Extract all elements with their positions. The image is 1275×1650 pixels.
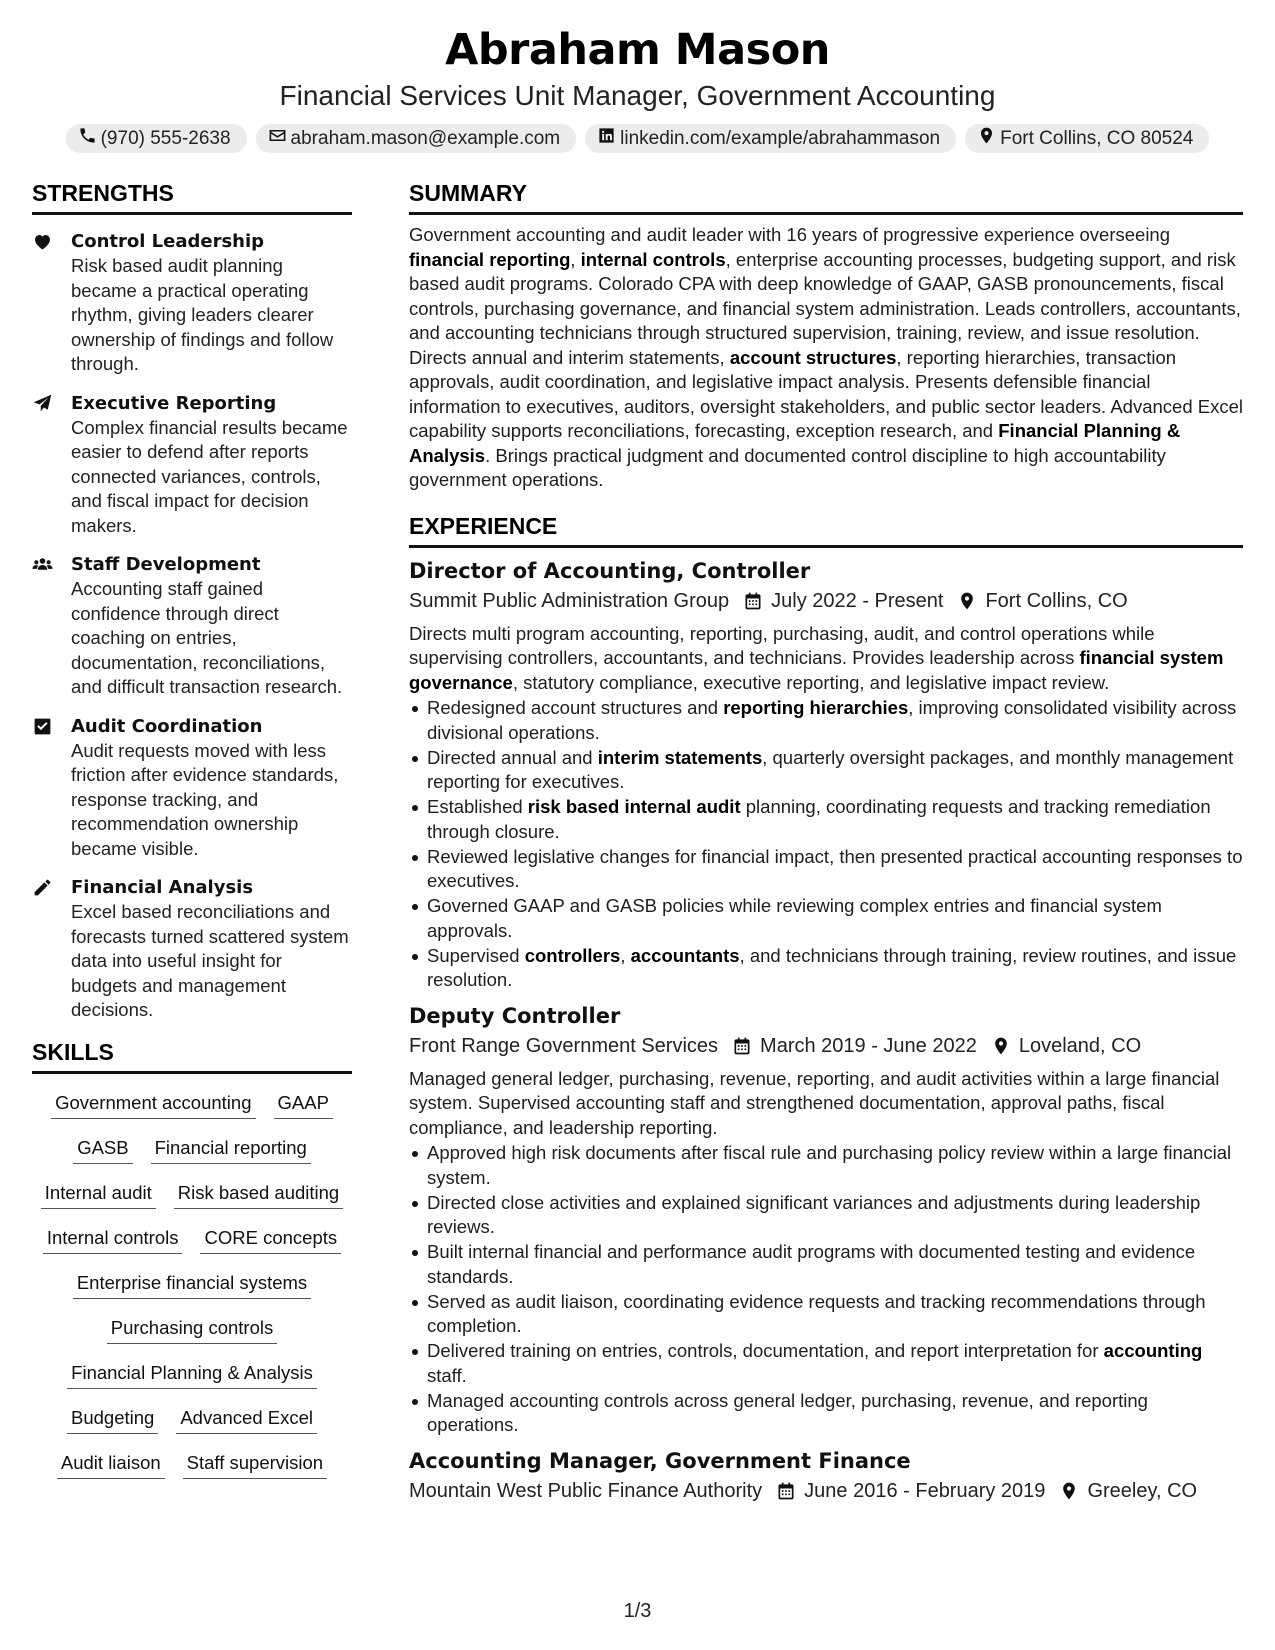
job-meta xyxy=(409,1031,1243,1061)
pencil-icon xyxy=(32,877,53,898)
text-run: , reporting hierarchies, transaction approvals, audit coordination, and legislative impact analysis. Presents defensible financial information to executives, auditors, oversight stakeholders, and public sector leaders. Advanced Excel capability supports reconciliations, forecasting, exception research, and xyxy=(409,346,1243,441)
envelope-icon xyxy=(268,126,287,151)
skill-tag: Internal audit xyxy=(41,1180,156,1209)
calendar-icon xyxy=(743,591,763,611)
skill-tag: GAAP xyxy=(274,1090,333,1119)
location-pin-icon xyxy=(957,591,977,611)
bullet-item xyxy=(409,1240,1243,1289)
contact-email[interactable] xyxy=(256,124,577,153)
text-run: , and technicians through training, review routines, and issue resolution. xyxy=(427,944,1237,990)
strength-item xyxy=(32,391,352,539)
candidate-name: Abraham Mason xyxy=(445,25,830,75)
bold-phrase: risk based internal audit xyxy=(527,796,741,817)
bullet-item xyxy=(409,845,1243,894)
strengths-section xyxy=(32,178,352,1023)
skill-tag: Staff supervision xyxy=(183,1450,327,1479)
job-description xyxy=(409,622,1243,696)
bold-phrase: accountants xyxy=(630,944,740,966)
text-run: Redesigned account structures and xyxy=(427,697,724,718)
bullet-item xyxy=(409,1339,1243,1388)
bold-phrase: financial system governance xyxy=(409,647,1224,693)
contact-phone[interactable] xyxy=(66,124,247,153)
text-run: Built internal financial and performance audit programs with documented testing and evidence standards. xyxy=(427,1241,1196,1287)
skill-tag: Internal controls xyxy=(43,1225,183,1254)
resume-header xyxy=(0,0,1275,153)
summary-section xyxy=(409,178,1243,493)
job-company: Front Range Government Services xyxy=(409,1034,719,1057)
contact-phone-text: (970) 555-2638 xyxy=(100,127,231,149)
calendar-icon xyxy=(732,1036,752,1056)
job-title: Deputy Controller xyxy=(409,1003,621,1028)
strength-item xyxy=(32,875,352,1023)
experience-heading: EXPERIENCE xyxy=(409,511,1243,548)
paper-plane-icon xyxy=(32,393,53,414)
strength-desc: Complex financial results became easier to defend after reports connected variances, controls, and fiscal impact for decision makers. xyxy=(71,416,348,536)
skill-tag: Government accounting xyxy=(51,1090,255,1119)
contact-location-text: Fort Collins, CO 80524 xyxy=(1000,127,1194,149)
strength-desc: Risk based audit planning became a practical operating rhythm, giving leaders clearer ownership of findings and follow through. xyxy=(71,255,334,374)
job-list xyxy=(409,556,1243,1506)
bullet-item xyxy=(409,1389,1243,1438)
location-pin-icon xyxy=(991,1036,1011,1056)
strength-item xyxy=(32,714,352,862)
strength-desc: Excel based reconciliations and forecasts turned scattered system data into useful insight for budgets and management decisions. xyxy=(71,901,349,1020)
text-run: Managed accounting controls across general ledger, purchasing, revenue, and reporting operations. xyxy=(427,1389,1148,1435)
skills-heading: SKILLS xyxy=(32,1037,352,1074)
experience-section xyxy=(409,511,1243,1506)
strengths-heading: STRENGTHS xyxy=(32,178,352,215)
strength-title: Executive Reporting xyxy=(71,392,277,414)
contact-linkedin-text: linkedin.com/example/abrahammason xyxy=(620,127,941,149)
text-run: , statutory compliance, executive reporting, and legislative impact review. xyxy=(512,671,1110,693)
text-run: , improving consolidated visibility across divisional operations. xyxy=(427,697,1237,743)
skills-list xyxy=(32,1074,352,1479)
bold-phrase: internal controls xyxy=(580,248,726,270)
text-run: Established xyxy=(427,796,528,817)
text-run: Managed general ledger, purchasing, revenue, reporting, and audit activities within a large financial system. Supervised accounting staff and strengthened documentation, approval paths, fiscal compliance, and leadership reporting. xyxy=(409,1067,1220,1138)
job-description xyxy=(409,1067,1243,1141)
text-run: , quarterly oversight packages, and monthly management reporting for executives. xyxy=(427,746,1234,792)
strength-title: Audit Coordination xyxy=(71,715,263,737)
job-bullets xyxy=(409,1141,1243,1438)
contact-linkedin[interactable] xyxy=(585,124,956,153)
strength-desc: Audit requests moved with less friction after evidence standards, response tracking, and recommendation ownership became visible. xyxy=(71,739,339,859)
users-icon xyxy=(32,554,53,575)
location-pin-icon xyxy=(977,126,996,151)
skill-tag: GASB xyxy=(73,1135,132,1164)
bullet-item xyxy=(409,795,1243,844)
bullet-item xyxy=(409,1141,1243,1190)
text-run: , enterprise accounting processes, budgeting support, and risk based audit programs. Colorado CPA with deep knowledge of GAAP, GASB pronouncements, fiscal controls, purchasing governance, and financial system administration. Leads controllers, accountants, and accounting technicians through structured supervision, training, review, and issue resolution. Directs annual and interim statements, xyxy=(409,248,1241,368)
strength-item xyxy=(32,229,352,377)
calendar-icon xyxy=(776,1481,796,1501)
text-run: Directed close activities and explained significant variances and adjustments during leadership reviews. xyxy=(427,1191,1201,1237)
job-dates: March 2019 - June 2022 xyxy=(760,1034,977,1057)
skill-tag: Advanced Excel xyxy=(176,1405,317,1434)
left-column xyxy=(32,178,352,1479)
text-run: Directed annual and xyxy=(427,746,598,768)
skill-tag: CORE concepts xyxy=(200,1225,341,1254)
job-title: Accounting Manager, Government Finance xyxy=(409,1448,911,1473)
strength-item xyxy=(32,552,352,700)
job-bullets xyxy=(409,696,1243,993)
skill-tag: Risk based auditing xyxy=(174,1180,343,1209)
job-entry xyxy=(409,1001,1243,1438)
text-run: planning, coordinating requests and tracking remediation through closure. xyxy=(427,796,1211,842)
bullet-item xyxy=(409,696,1243,745)
text-run: Government accounting and audit leader with 16 years of progressive experience overseeing xyxy=(409,224,1171,245)
page-number: 1/3 xyxy=(623,1600,652,1622)
skill-tag: Financial Planning & Analysis xyxy=(67,1360,317,1389)
text-run: staff. xyxy=(427,1364,467,1386)
bold-phrase: interim statements xyxy=(597,746,763,768)
job-entry xyxy=(409,556,1243,993)
bold-phrase: accounting xyxy=(1103,1340,1203,1361)
bold-phrase: Financial Planning & Analysis xyxy=(409,420,1181,466)
bullet-item xyxy=(409,1191,1243,1240)
skill-tag: Financial reporting xyxy=(151,1135,311,1164)
job-dates: June 2016 - February 2019 xyxy=(804,1479,1046,1502)
text-run: Governed GAAP and GASB policies while reviewing complex entries and financial system approvals. xyxy=(427,895,1162,941)
text-run: Reviewed legislative changes for financial impact, then presented practical accounting responses to executives. xyxy=(427,845,1243,891)
bold-phrase: account structures xyxy=(729,346,897,368)
job-dates: July 2022 - Present xyxy=(771,589,944,612)
text-run: Directs multi program accounting, reporting, purchasing, audit, and control operations while supervising controllers, accountants, and technicians. Provides leadership across xyxy=(409,622,1155,668)
bold-phrase: reporting hierarchies xyxy=(723,697,909,718)
phone-icon xyxy=(78,126,97,151)
location-pin-icon xyxy=(1059,1481,1079,1501)
bold-phrase: financial reporting xyxy=(409,248,571,270)
strength-title: Control Leadership xyxy=(71,231,265,252)
skills-section xyxy=(32,1037,352,1479)
skill-tag: Enterprise financial systems xyxy=(73,1270,311,1299)
skill-tag: Budgeting xyxy=(67,1405,158,1434)
job-location: Fort Collins, CO xyxy=(985,589,1128,612)
bullet-item xyxy=(409,746,1243,795)
contact-bar xyxy=(0,124,1275,153)
contact-location xyxy=(965,124,1209,153)
job-title: Director of Accounting, Controller xyxy=(409,558,811,583)
job-company: Mountain West Public Finance Authority xyxy=(409,1479,763,1502)
candidate-headline: Financial Services Unit Manager, Government Accounting xyxy=(279,80,996,111)
job-meta xyxy=(409,586,1243,616)
contact-email-text: abraham.mason@example.com xyxy=(290,127,561,149)
bullet-item xyxy=(409,1290,1243,1339)
skill-tag: Audit liaison xyxy=(57,1450,165,1479)
job-location: Loveland, CO xyxy=(1018,1034,1142,1057)
right-column xyxy=(409,178,1243,1506)
heart-icon xyxy=(32,231,53,252)
text-run: Supervised xyxy=(427,944,525,966)
summary-text xyxy=(409,223,1243,493)
text-run: Approved high risk documents after fiscal rule and purchasing policy review within a large financial system. xyxy=(427,1142,1232,1188)
strength-desc: Accounting staff gained confidence through direct coaching on entries, documentation, reconciliations, and difficult transaction research. xyxy=(71,578,343,697)
text-run: Served as audit liaison, coordinating evidence requests and tracking recommendations through completion. xyxy=(427,1290,1206,1336)
checkbox-icon xyxy=(32,716,53,737)
bold-phrase: controllers xyxy=(524,944,621,966)
job-meta xyxy=(409,1476,1243,1506)
bullet-item xyxy=(409,894,1243,943)
text-run: . Brings practical judgment and documented control discipline to high accountability government operations. xyxy=(409,444,1166,490)
text-run: , xyxy=(620,944,631,966)
text-run: Delivered training on entries, controls, documentation, and report interpretation for xyxy=(427,1340,1104,1361)
bullet-item xyxy=(409,944,1243,993)
job-location: Greeley, CO xyxy=(1087,1479,1198,1502)
job-entry xyxy=(409,1446,1243,1506)
job-company: Summit Public Administration Group xyxy=(409,589,730,612)
strength-title: Financial Analysis xyxy=(71,877,254,898)
text-run: , xyxy=(570,248,581,270)
summary-heading: SUMMARY xyxy=(409,178,1243,215)
strength-title: Staff Development xyxy=(71,554,261,575)
linkedin-icon xyxy=(597,126,616,151)
skill-tag: Purchasing controls xyxy=(107,1315,277,1344)
